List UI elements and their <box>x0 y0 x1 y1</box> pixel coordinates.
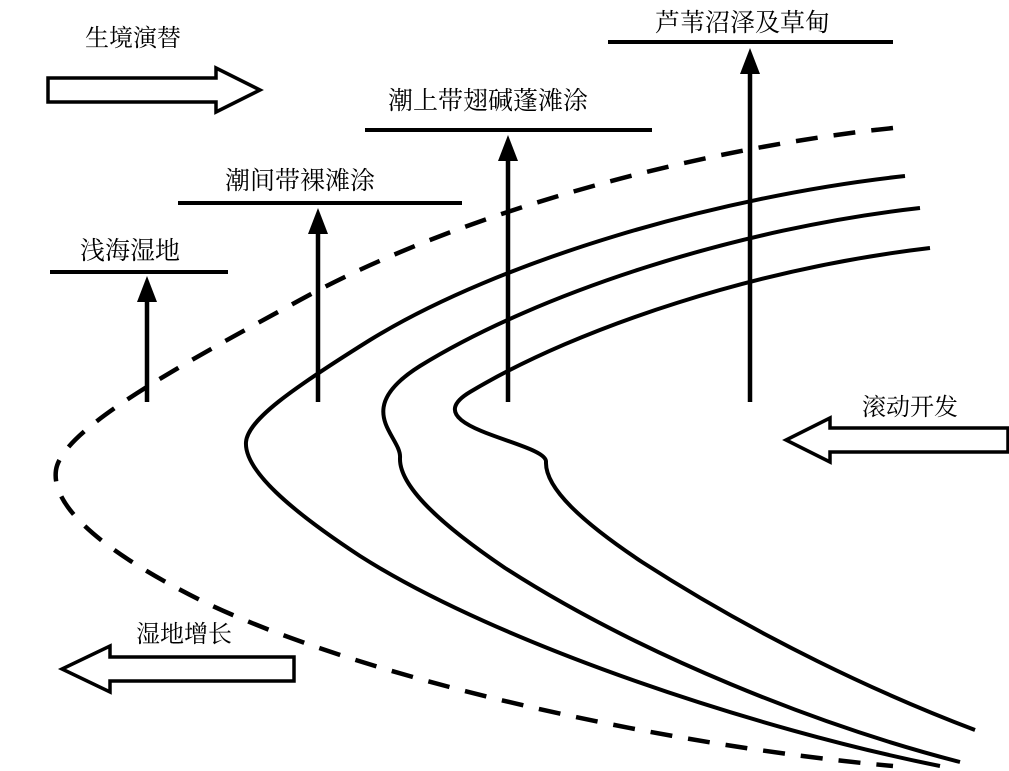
shoreline-curve-3 <box>455 248 975 730</box>
shoreline-curve-2 <box>383 208 960 762</box>
zone-arrow-head-reed-marsh-and-meadow <box>740 48 760 74</box>
zone-label-reed-marsh-and-meadow: 芦苇沼泽及草甸 <box>655 8 831 37</box>
block-arrow-habitat-succession <box>48 68 260 112</box>
zone-arrow-head-intertidal-bare-flat <box>308 208 328 234</box>
flow-label-wetland-growth: 湿地增长 <box>136 620 232 648</box>
flow-label-habitat-succession: 生境演替 <box>85 24 181 52</box>
block-arrow-rolling-development <box>786 418 1008 462</box>
block-arrow-wetland-growth <box>62 646 294 692</box>
zone-arrow-head-shallow-sea-wetland <box>137 276 157 302</box>
zone-arrow-head-supratidal-suaeda-flat <box>498 135 518 161</box>
zone-label-intertidal-bare-flat: 潮间带裸滩涂 <box>225 166 376 195</box>
zone-label-shallow-sea-wetland: 浅海湿地 <box>80 236 181 265</box>
zone-label-supratidal-suaeda-flat: 潮上带翅碱蓬滩涂 <box>388 86 589 115</box>
flow-label-rolling-development: 滚动开发 <box>862 393 958 421</box>
